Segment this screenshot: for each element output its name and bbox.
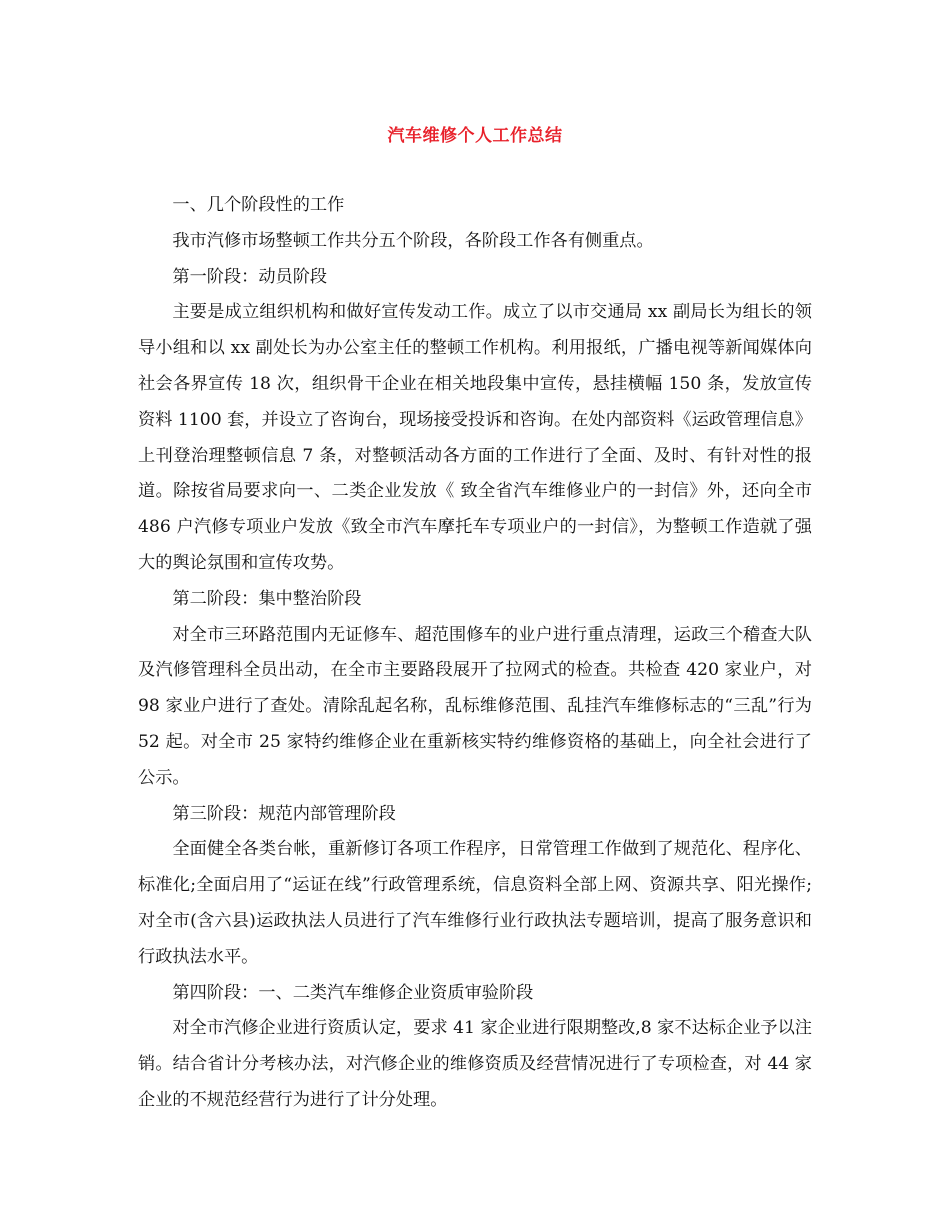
stage-4-paragraph: 对全市汽修企业进行资质认定，要求 41 家企业进行限期整改,8 家不达标企业予以注销。结合省计分考核办法，对汽修企业的维修资质及经营情况进行了专项检查，对 44 家企业的不规范经营行为进行了计分处理。	[138, 1018, 812, 1110]
stage-3-heading: 第三阶段：规范内部管理阶段	[172, 803, 396, 824]
stage-1-paragraph: 主要是成立组织机构和做好宣传发动工作。成立了以市交通局 xx 副局长为组长的领导小组和以 xx 副处长为办公室主任的整顿工作机构。利用报纸，广播电视等新闻媒体向社会各界宣传 18 次，组织骨干企业在相关地段集中宣传，悬挂横幅 150 条，发放宣传资料 1100 套，并设立了咨询台，现场接受投诉和咨询。在处内部资料《运政管理信息》上刊登治理整顿信息 7 条，对整顿活动各方面的工作进行了全面、及时、有针对性的报道。除按省局要求向一、二类企业发放《 致全省汽车维修业户的一封信》外，还向全市 486 户汽修专项业户发放《致全市汽车摩托车专项业户的一封信》，为整顿工作造就了强大的舆论氛围和宣传攻势。	[138, 302, 812, 573]
stage-1-heading: 第一阶段：动员阶段	[172, 266, 328, 287]
stage-3-paragraph: 全面健全各类台帐，重新修订各项工作程序，日常管理工作做到了规范化、程序化、标准化;全面启用了“运证在线”行政管理系统，信息资料全部上网、资源共享、阳光操作;对全市(含六县)运政执法人员进行了汽车维修行业行政执法专题培训，提高了服务意识和行政执法水平。	[138, 839, 812, 967]
stage-4-heading: 第四阶段：一、二类汽车维修企业资质审验阶段	[172, 982, 534, 1003]
document-title: 汽车维修个人工作总结	[387, 126, 563, 146]
document-body	[138, 188, 812, 1119]
stage-2-paragraph: 对全市三环路范围内无证修车、超范围修车的业户进行重点清理，运政三个稽查大队及汽修管理科全员出动，在全市主要路段展开了拉网式的检查。共检查 420 家业户，对 98 家业户进行了查处。清除乱起名称，乱标维修范围、乱挂汽车维修标志的“三乱”行为 52 起。对全市 25 家特约维修企业在重新核实特约维修资格的基础上，向全社会进行了公示。	[138, 624, 812, 788]
stage-2-heading: 第二阶段：集中整治阶段	[172, 588, 362, 609]
section-heading-1: 一、几个阶段性的工作	[172, 195, 345, 215]
intro-paragraph: 我市汽修市场整顿工作共分五个阶段，各阶段工作各有侧重点。	[172, 230, 654, 251]
